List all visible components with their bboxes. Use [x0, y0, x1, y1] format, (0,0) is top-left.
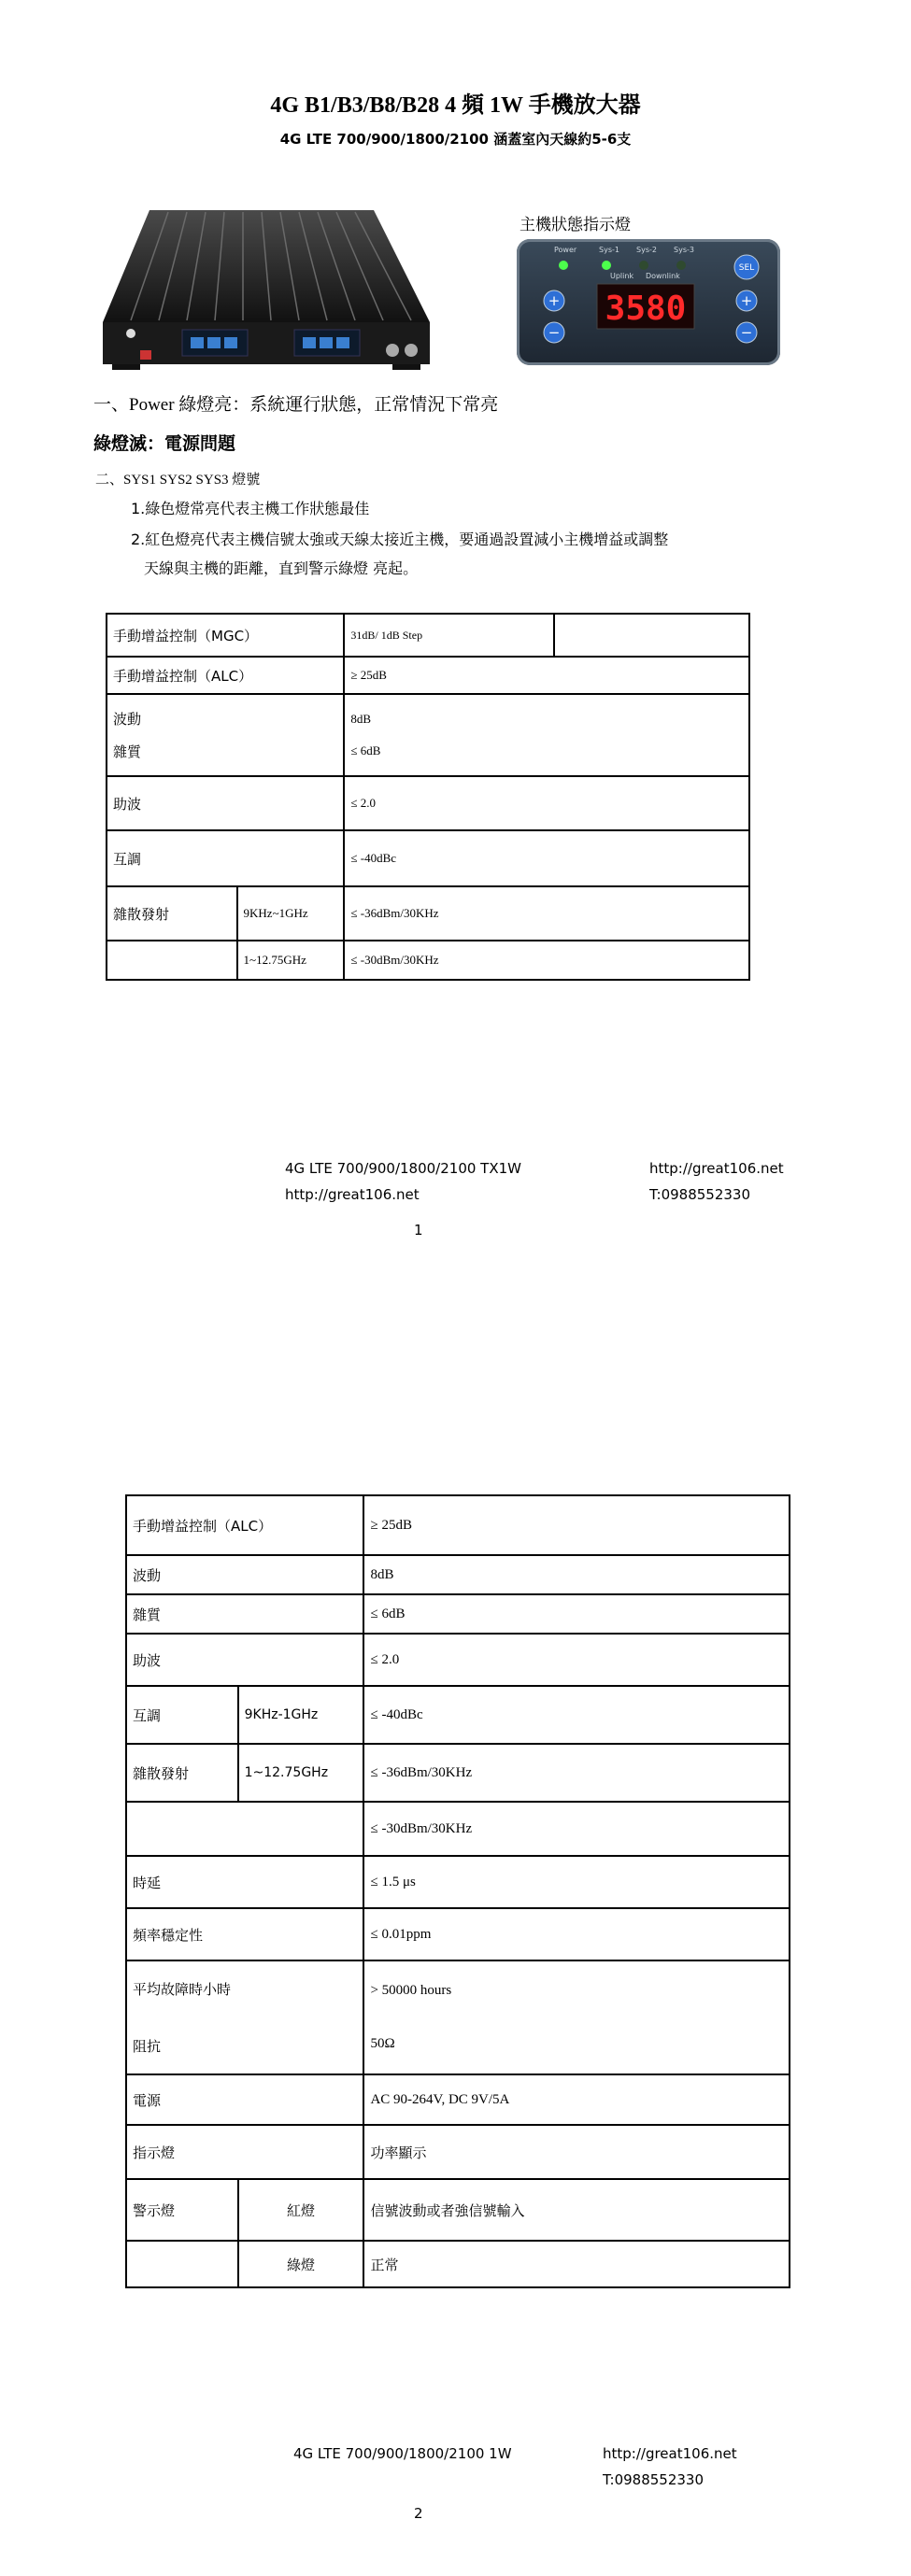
- sys1-led-icon: [602, 261, 611, 270]
- led-label-sys2: Sys-2: [636, 246, 657, 254]
- impedance-value: 50Ω: [370, 2036, 395, 2051]
- alc-label: 手動增益控制（ALC）: [107, 657, 344, 694]
- spurious-value1: ≤ -36dBm/30KHz: [363, 1744, 790, 1802]
- page-number-2: 2: [414, 2505, 423, 2522]
- indicator-label: 指示燈: [126, 2125, 363, 2179]
- noise-value: ≤ 6dB: [350, 743, 381, 757]
- footer1-url-right[interactable]: http://great106.net: [649, 1160, 784, 1177]
- intermod-label: 互調: [107, 830, 344, 886]
- mgc-value: 31dB/ 1dB Step: [344, 614, 553, 657]
- power-value: AC 90-264V, DC 9V/5A: [363, 2074, 790, 2125]
- alc-value: ≥ 25dB: [363, 1495, 790, 1555]
- led-label-power: Power: [554, 246, 577, 254]
- status-indicator-panel: [517, 239, 780, 365]
- spurious-range1: 9KHz~1GHz: [237, 886, 345, 941]
- harmonic-value: ≤ 2.0: [363, 1634, 790, 1686]
- section2-item1: 1.綠色燈常亮代表主機工作狀態最佳: [131, 500, 370, 517]
- footer2-url[interactable]: http://great106.net: [603, 2445, 737, 2462]
- ripple-label: 波動: [126, 1555, 363, 1594]
- led-display: 3580: [605, 290, 687, 328]
- ripple-value: 8dB: [350, 712, 372, 726]
- intermod-range: 9KHz-1GHz: [238, 1686, 364, 1744]
- ripple-noise-value: [344, 694, 749, 776]
- spurious-range: 1~12.75GHz: [238, 1744, 364, 1802]
- mtbf-label: 平均故障時小時: [133, 1981, 232, 1998]
- plus-icon: +: [740, 292, 753, 309]
- page-title: 4G B1/B3/B8/B28 4 頻 1W 手機放大器: [270, 93, 641, 118]
- mgc-label: 手動增益控制（MGC）: [107, 614, 344, 657]
- minus-button-right[interactable]: [736, 322, 757, 343]
- led-label-sys1: Sys-1: [599, 246, 619, 254]
- plus-icon: +: [548, 292, 561, 309]
- empty-cell: [126, 1802, 363, 1856]
- footer2-model: 4G LTE 700/900/1800/2100 1W: [293, 2445, 512, 2462]
- mtbf-impedance-label: [126, 1960, 363, 2074]
- footer1-phone: T:0988552330: [649, 1186, 751, 1203]
- alarm-label: 警示燈: [126, 2179, 238, 2241]
- mtbf-value: > 50000 hours: [370, 1983, 452, 1998]
- sys2-led-icon: [639, 261, 648, 270]
- minus-icon: −: [548, 324, 561, 341]
- empty-cell: [126, 2241, 238, 2287]
- plus-button-left[interactable]: [544, 290, 564, 311]
- footer1-model: 4G LTE 700/900/1800/2100 TX1W: [285, 1160, 521, 1177]
- empty-cell: [107, 941, 237, 980]
- power-led-icon: [559, 261, 568, 270]
- noise-value: ≤ 6dB: [363, 1594, 790, 1634]
- spurious-value1: ≤ -36dBm/30KHz: [344, 886, 749, 941]
- spurious-label: 雜散發射: [126, 1744, 238, 1802]
- harmonic-label: 助波: [126, 1634, 363, 1686]
- delay-value: ≤ 1.5 μs: [363, 1856, 790, 1908]
- green-value: 正常: [363, 2241, 790, 2287]
- green-label: 綠燈: [238, 2241, 364, 2287]
- spec-table-2: [125, 1494, 790, 2288]
- minus-button-left[interactable]: [544, 322, 564, 343]
- ripple-noise-label: [107, 694, 344, 776]
- intermod-label: 互調: [126, 1686, 238, 1744]
- plus-button-right[interactable]: [736, 290, 757, 311]
- harmonic-value: ≤ 2.0: [344, 776, 749, 830]
- sys3-led-icon: [676, 261, 686, 270]
- harmonic-label: 助波: [107, 776, 344, 830]
- panel-caption: 主機狀態指示燈: [520, 216, 631, 234]
- noise-label: 雜質: [113, 743, 142, 760]
- section2-item2a: 2.紅色燈亮代表主機信號太強或天線太接近主機，要通過設置減小主機增益或調整: [131, 531, 669, 548]
- red-label: 紅燈: [238, 2179, 364, 2241]
- power-label: 電源: [126, 2074, 363, 2125]
- section1-line1: 一、Power 綠燈亮：系統運行狀態，正常情況下常亮: [93, 395, 499, 415]
- sel-button[interactable]: [734, 255, 759, 279]
- sel-label: SEL: [738, 263, 755, 273]
- page-subtitle: 4G LTE 700/900/1800/2100 涵蓋室內天線約5-6支: [279, 131, 632, 148]
- delay-label: 時延: [126, 1856, 363, 1908]
- minus-icon: −: [740, 324, 753, 341]
- spurious-range2: 1~12.75GHz: [237, 941, 345, 980]
- section2-heading: 二、SYS1 SYS2 SYS3 燈號: [95, 473, 261, 488]
- intermod-value: ≤ -40dBc: [344, 830, 749, 886]
- footer2-phone: T:0988552330: [603, 2471, 705, 2488]
- intermod-value: ≤ -40dBc: [363, 1686, 790, 1744]
- ripple-value: 8dB: [363, 1555, 790, 1594]
- freq-stability-value: ≤ 0.01ppm: [363, 1908, 790, 1960]
- alc-label: 手動增益控制（ALC）: [126, 1495, 363, 1555]
- ripple-label: 波動: [113, 711, 142, 728]
- freq-stability-label: 頻率穩定性: [126, 1908, 363, 1960]
- mtbf-impedance-value: [363, 1960, 790, 2074]
- impedance-label: 阻抗: [133, 2038, 162, 2055]
- section2-item2b: 天線與主機的距離，直到警示綠燈 亮起。: [144, 559, 419, 577]
- section1-line2: 綠燈滅：電源問題: [93, 433, 236, 454]
- led-label-sys3: Sys-3: [674, 246, 694, 254]
- spurious-label: 雜散發射: [107, 886, 237, 941]
- downlink-label: Downlink: [646, 272, 680, 280]
- spurious-value2: ≤ -30dBm/30KHz: [344, 941, 749, 980]
- indicator-value: 功率顯示: [363, 2125, 790, 2179]
- red-value: 信號波動或者強信號輸入: [363, 2179, 790, 2241]
- spec-table-1: [106, 613, 750, 981]
- alc-value: ≥ 25dB: [344, 657, 749, 694]
- footer1-url-left[interactable]: http://great106.net: [285, 1186, 420, 1203]
- amplifier-photo: [93, 201, 439, 378]
- spurious-value2: ≤ -30dBm/30KHz: [363, 1802, 790, 1856]
- empty-cell: [554, 614, 749, 657]
- noise-label: 雜質: [126, 1594, 363, 1634]
- uplink-label: Uplink: [610, 272, 634, 280]
- page-number-1: 1: [414, 1222, 423, 1238]
